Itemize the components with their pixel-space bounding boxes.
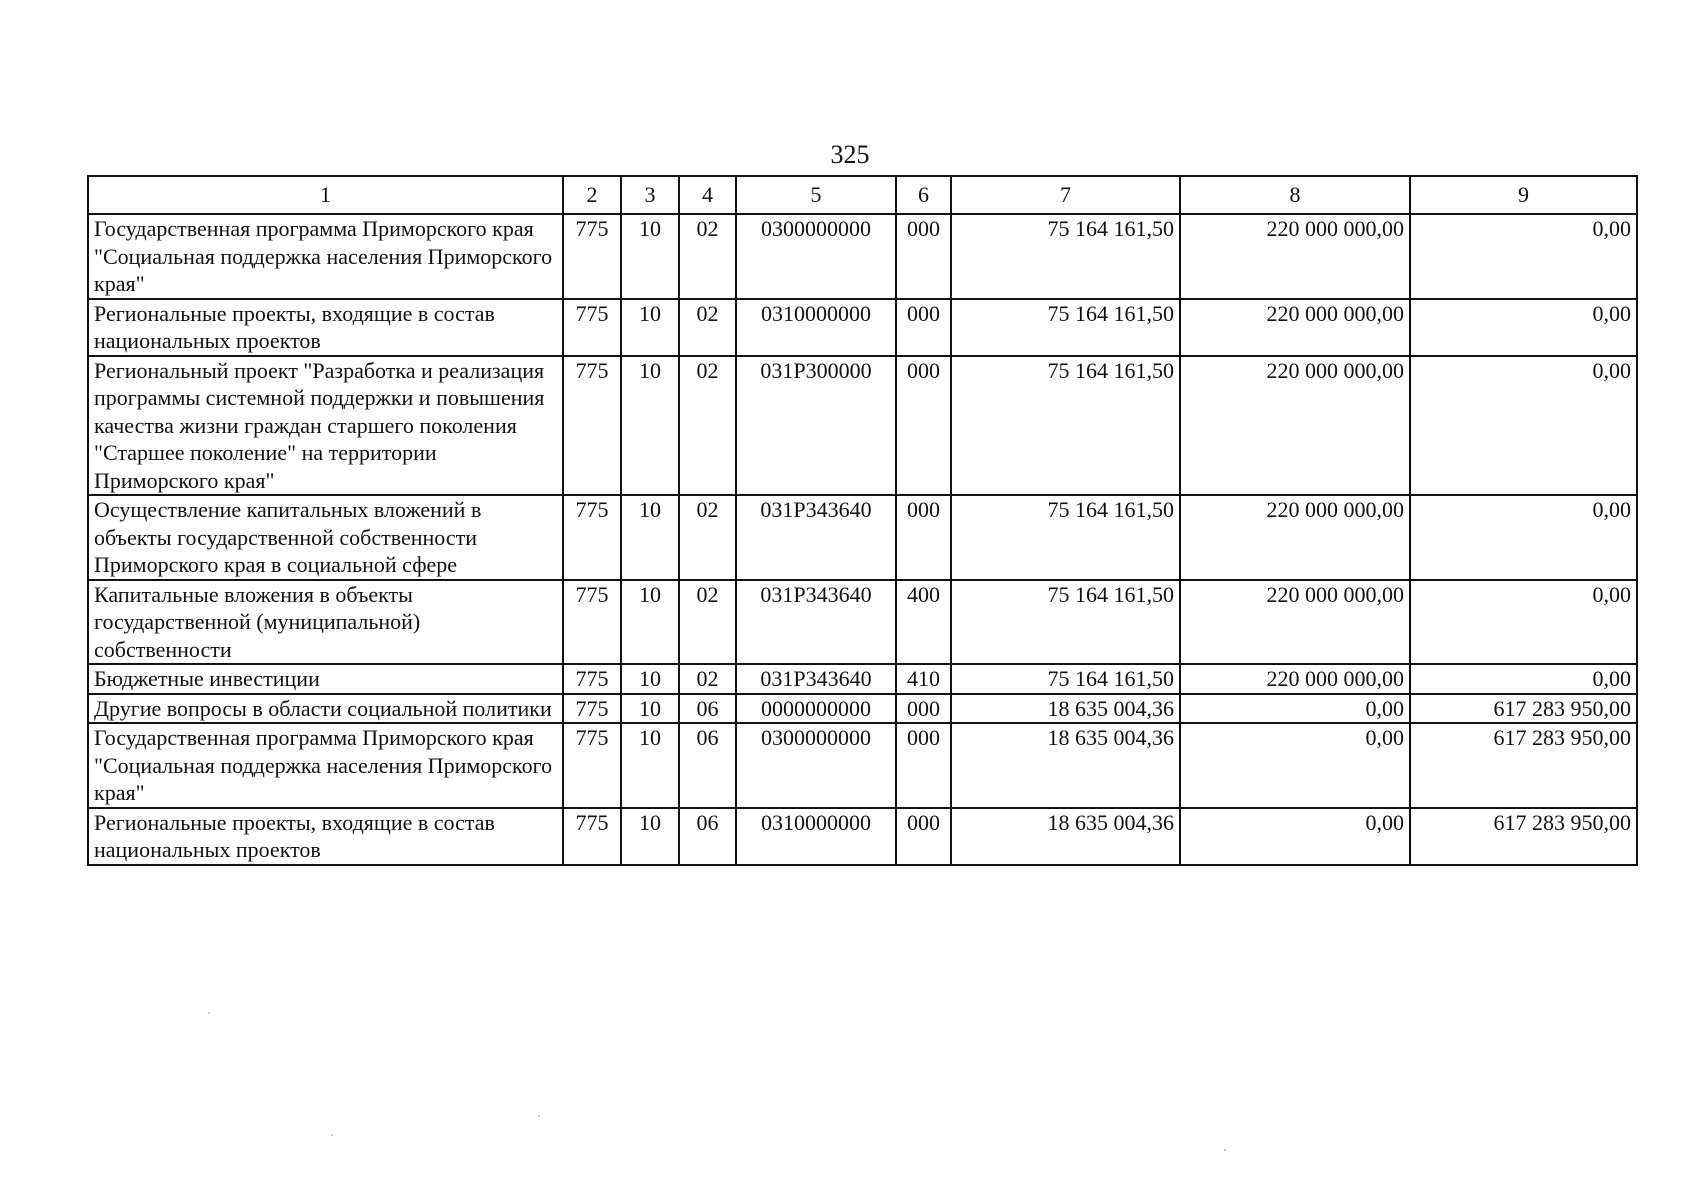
amount-col7: 75 164 161,50 [951,664,1180,694]
amount-col9: 617 283 950,00 [1410,694,1637,724]
table-row [88,723,1637,808]
amount-col9: 0,00 [1410,214,1637,299]
target-article-code: 031P300000 [736,356,896,496]
column-header: 4 [679,176,736,214]
scan-speck [208,1012,210,1014]
amount-col9: 0,00 [1410,356,1637,496]
table-row [88,495,1637,580]
target-article-code: 0300000000 [736,214,896,299]
amount-col7: 75 164 161,50 [951,580,1180,665]
target-article-code: 031P343640 [736,580,896,665]
section-code: 10 [621,580,679,665]
table-row [88,580,1637,665]
ministry-code: 775 [563,495,621,580]
expense-type-code: 000 [896,808,951,865]
item-name: Бюджетные инвестиции [88,664,563,694]
amount-col7: 18 635 004,36 [951,723,1180,808]
amount-col8: 220 000 000,00 [1180,495,1410,580]
section-code: 10 [621,299,679,356]
table-row [88,808,1637,865]
budget-table [87,175,1638,866]
amount-col8: 220 000 000,00 [1180,299,1410,356]
subsection-code: 06 [679,694,736,724]
ministry-code: 775 [563,299,621,356]
subsection-code: 02 [679,214,736,299]
amount-col8: 0,00 [1180,694,1410,724]
amount-col7: 75 164 161,50 [951,214,1180,299]
column-header: 7 [951,176,1180,214]
table-row [88,356,1637,496]
expense-type-code: 000 [896,723,951,808]
table-row [88,664,1637,694]
expense-type-code: 000 [896,495,951,580]
expense-type-code: 410 [896,664,951,694]
amount-col9: 617 283 950,00 [1410,723,1637,808]
amount-col8: 220 000 000,00 [1180,580,1410,665]
column-header: 6 [896,176,951,214]
column-header: 3 [621,176,679,214]
amount-col9: 0,00 [1410,495,1637,580]
subsection-code: 06 [679,808,736,865]
amount-col9: 0,00 [1410,664,1637,694]
target-article-code: 031P343640 [736,495,896,580]
subsection-code: 06 [679,723,736,808]
section-code: 10 [621,356,679,496]
target-article-code: 0000000000 [736,694,896,724]
ministry-code: 775 [563,723,621,808]
item-name: Осуществление капитальных вложений в объекты государственной собственности Приморского края в социальной сфере [88,495,563,580]
amount-col7: 75 164 161,50 [951,495,1180,580]
ministry-code: 775 [563,694,621,724]
ministry-code: 775 [563,664,621,694]
item-name: Другие вопросы в области социальной политики [88,694,563,724]
scan-speck [331,1134,333,1136]
amount-col8: 0,00 [1180,808,1410,865]
column-header: 8 [1180,176,1410,214]
item-name: Государственная программа Приморского края "Социальная поддержка населения Приморского края" [88,214,563,299]
subsection-code: 02 [679,495,736,580]
amount-col9: 0,00 [1410,580,1637,665]
amount-col8: 0,00 [1180,723,1410,808]
table-body [88,214,1637,865]
item-name: Региональные проекты, входящие в состав национальных проектов [88,808,563,865]
amount-col9: 0,00 [1410,299,1637,356]
section-code: 10 [621,214,679,299]
column-header: 2 [563,176,621,214]
amount-col7: 75 164 161,50 [951,299,1180,356]
expense-type-code: 400 [896,580,951,665]
target-article-code: 0310000000 [736,299,896,356]
amount-col8: 220 000 000,00 [1180,664,1410,694]
expense-type-code: 000 [896,214,951,299]
amount-col7: 18 635 004,36 [951,808,1180,865]
amount-col8: 220 000 000,00 [1180,356,1410,496]
table-row [88,694,1637,724]
amount-col8: 220 000 000,00 [1180,214,1410,299]
subsection-code: 02 [679,580,736,665]
expense-type-code: 000 [896,299,951,356]
item-name: Региональные проекты, входящие в состав национальных проектов [88,299,563,356]
ministry-code: 775 [563,580,621,665]
column-header: 9 [1410,176,1637,214]
column-header: 5 [736,176,896,214]
section-code: 10 [621,808,679,865]
target-article-code: 031P343640 [736,664,896,694]
section-code: 10 [621,495,679,580]
column-header: 1 [88,176,563,214]
table-header [88,176,1637,214]
amount-col9: 617 283 950,00 [1410,808,1637,865]
expense-type-code: 000 [896,694,951,724]
amount-col7: 18 635 004,36 [951,694,1180,724]
target-article-code: 0300000000 [736,723,896,808]
item-name: Капитальные вложения в объекты государственной (муниципальной) собственности [88,580,563,665]
table-row [88,299,1637,356]
item-name: Государственная программа Приморского края "Социальная поддержка населения Приморского края" [88,723,563,808]
subsection-code: 02 [679,299,736,356]
header-row [88,176,1637,214]
target-article-code: 0310000000 [736,808,896,865]
section-code: 10 [621,723,679,808]
expense-type-code: 000 [896,356,951,496]
amount-col7: 75 164 161,50 [951,356,1180,496]
table-row [88,214,1637,299]
item-name: Региональный проект "Разработка и реализация программы системной поддержки и повышения качества жизни граждан старшего поколения "Старшее поколение" на территории Приморского края" [88,356,563,496]
section-code: 10 [621,694,679,724]
ministry-code: 775 [563,214,621,299]
scan-speck [538,1115,540,1117]
page-number: 325 [830,140,870,169]
subsection-code: 02 [679,356,736,496]
scan-speck [1224,1149,1226,1151]
subsection-code: 02 [679,664,736,694]
ministry-code: 775 [563,808,621,865]
ministry-code: 775 [563,356,621,496]
section-code: 10 [621,664,679,694]
